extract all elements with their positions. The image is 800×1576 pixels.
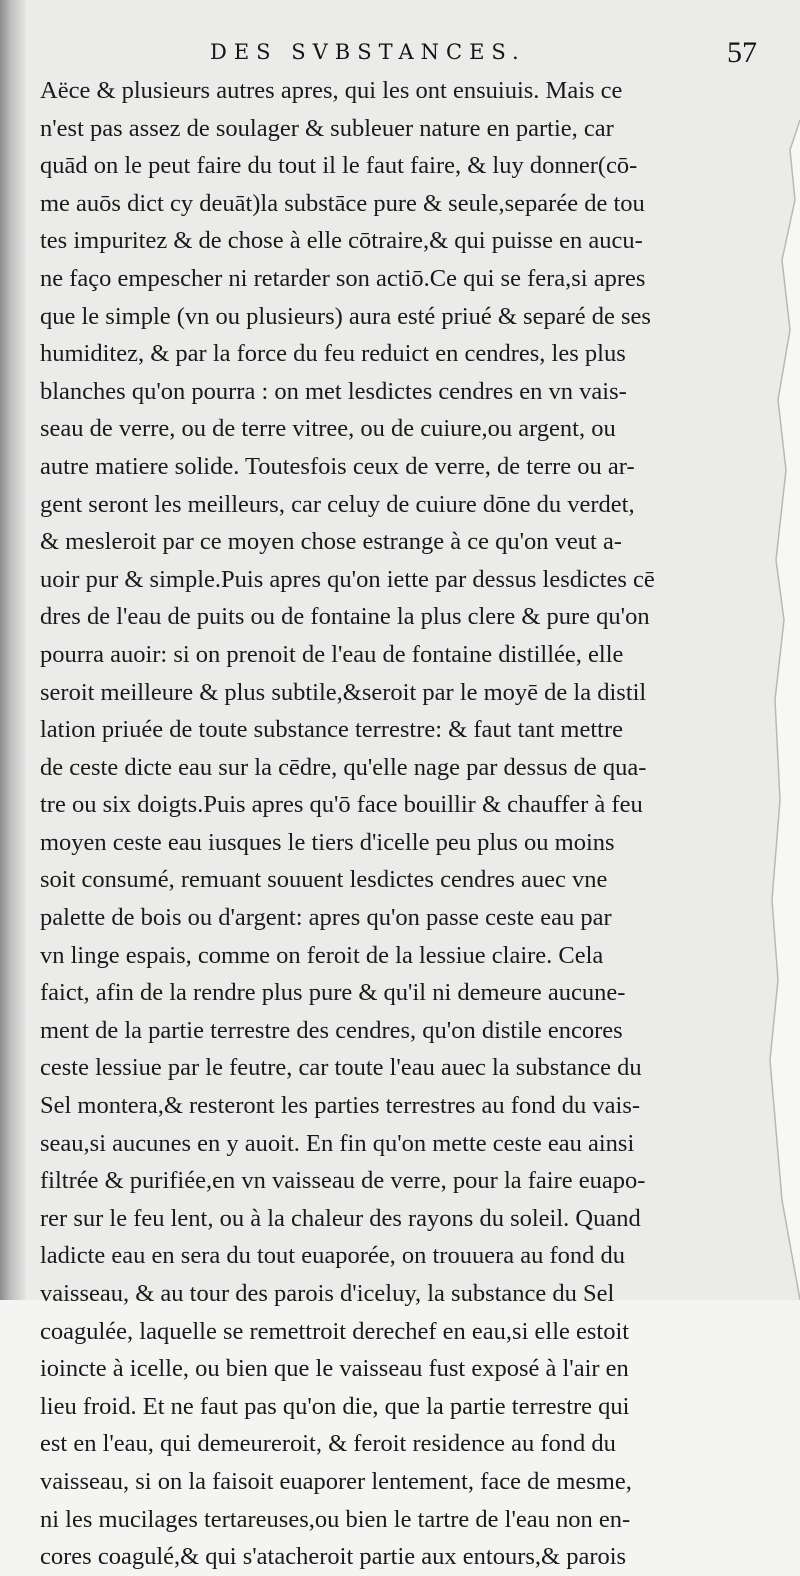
text-line: soit consumé, remuant souuent lesdictes cendres auec vne: [40, 866, 608, 894]
text-line: vaisseau, si on la faisoit euaporer lentement, face de mesme,: [40, 1467, 632, 1495]
page-number: 57: [727, 36, 757, 69]
text-line: cores coagulé,& qui s'atacheroit partie aux entours,& parois: [40, 1543, 627, 1571]
text-line: humiditez, & par la force du feu reduict en cendres, les plus: [40, 340, 626, 368]
text-line: lieu froid. Et ne faut pas qu'on die, que la partie terrestre qui: [40, 1392, 630, 1420]
text-line: coagulée, laquelle se remettroit derechef en eau,si elle estoit: [40, 1317, 630, 1345]
text-line: lation priuée de toute substance terrestre: & faut tant mettre: [40, 716, 624, 744]
body-text: [40, 72, 790, 1576]
text-line: faict, afin de la rendre plus pure & qu'il ni demeure aucune-: [40, 979, 626, 1007]
running-head: DES SVBSTANCES.: [210, 40, 526, 64]
text-line: de ceste dicte eau sur la cēdre, qu'elle nage par dessus de qua-: [40, 753, 647, 781]
text-line: ni les mucilages tertareuses,ou bien le tartre de l'eau non en-: [40, 1505, 631, 1533]
text-line: est en l'eau, qui demeureroit, & feroit residence au fond du: [40, 1430, 616, 1458]
text-line: vaisseau, & au tour des parois d'iceluy, la substance du Sel: [40, 1280, 615, 1307]
text-line: quād on le peut faire du tout il le faut faire, & luy donner(cō-: [40, 152, 638, 180]
text-line: ment de la partie terrestre des cendres, qu'on distile encores: [40, 1016, 623, 1044]
text-line: seroit meilleure & plus subtile,&seroit par le moyē de la distil: [40, 678, 647, 706]
text-line: vn linge espais, comme on feroit de la lessiue claire. Cela: [40, 941, 604, 969]
text-line: filtrée & purifiée,en vn vaisseau de verre, pour la faire euapo-: [40, 1167, 646, 1195]
text-line: seau de verre, ou de terre vitree, ou de cuiure,ou argent, ou: [40, 415, 616, 443]
text-line: dres de l'eau de puits ou de fontaine la plus clere & pure qu'on: [40, 603, 650, 631]
text-line: palette de bois ou d'argent: apres qu'on passe ceste eau par: [40, 904, 612, 932]
text-line: uoir pur & simple.Puis apres qu'on iette par dessus lesdictes cē: [40, 565, 655, 593]
text-line: seau,si aucunes en y auoit. En fin qu'on mette ceste eau ainsi: [40, 1129, 635, 1157]
text-line: tre ou six doigts.Puis apres qu'ō face bouillir & chauffer à feu: [40, 791, 643, 819]
text-line: tes impuritez & de chose à elle cōtraire,& qui puisse en aucu-: [40, 227, 643, 255]
text-line: n'est pas assez de soulager & subleuer nature en partie, car: [40, 114, 614, 142]
text-line: & mesleroit par ce moyen chose estrange à ce qu'on veut a-: [40, 528, 622, 556]
text-line: ne faço empescher ni retarder son actiō.Ce qui se fera,si apres: [40, 264, 646, 292]
text-line: gent seront les meilleurs, car celuy de cuiure dōne du verdet,: [40, 490, 635, 518]
text-line: ceste lessiue par le feutre, car toute l'eau auec la substance du: [40, 1054, 642, 1082]
text-line: rer sur le feu lent, ou à la chaleur des rayons du soleil. Quand: [40, 1204, 641, 1232]
text-line: Sel montera,& resteront les parties terrestres au fond du vais-: [40, 1092, 641, 1120]
text-line: que le simple (vn ou plusieurs) aura esté priué & separé de ses: [40, 302, 651, 330]
text-line: autre matiere solide. Toutesfois ceux de verre, de terre ou ar-: [40, 452, 635, 480]
text-line: blanches qu'on pourra : on met lesdictes cendres en vn vais-: [40, 377, 627, 405]
text-line: me auōs dict cy deuāt)la substāce pure & seule,separée de tou: [40, 189, 645, 217]
text-line: pourra auoir: si on prenoit de l'eau de fontaine distillée, elle: [40, 640, 624, 668]
text-line: ladicte eau en sera du tout euaporée, on trouuera au fond du: [40, 1242, 626, 1270]
text-line: ioincte à icelle, ou bien que le vaisseau fust exposé à l'air en: [40, 1355, 629, 1383]
text-line: Aëce & plusieurs autres apres, qui les ont ensuiuis. Mais ce: [40, 77, 623, 104]
text-line: moyen ceste eau iusques le tiers d'icelle peu plus ou moins: [40, 828, 615, 856]
